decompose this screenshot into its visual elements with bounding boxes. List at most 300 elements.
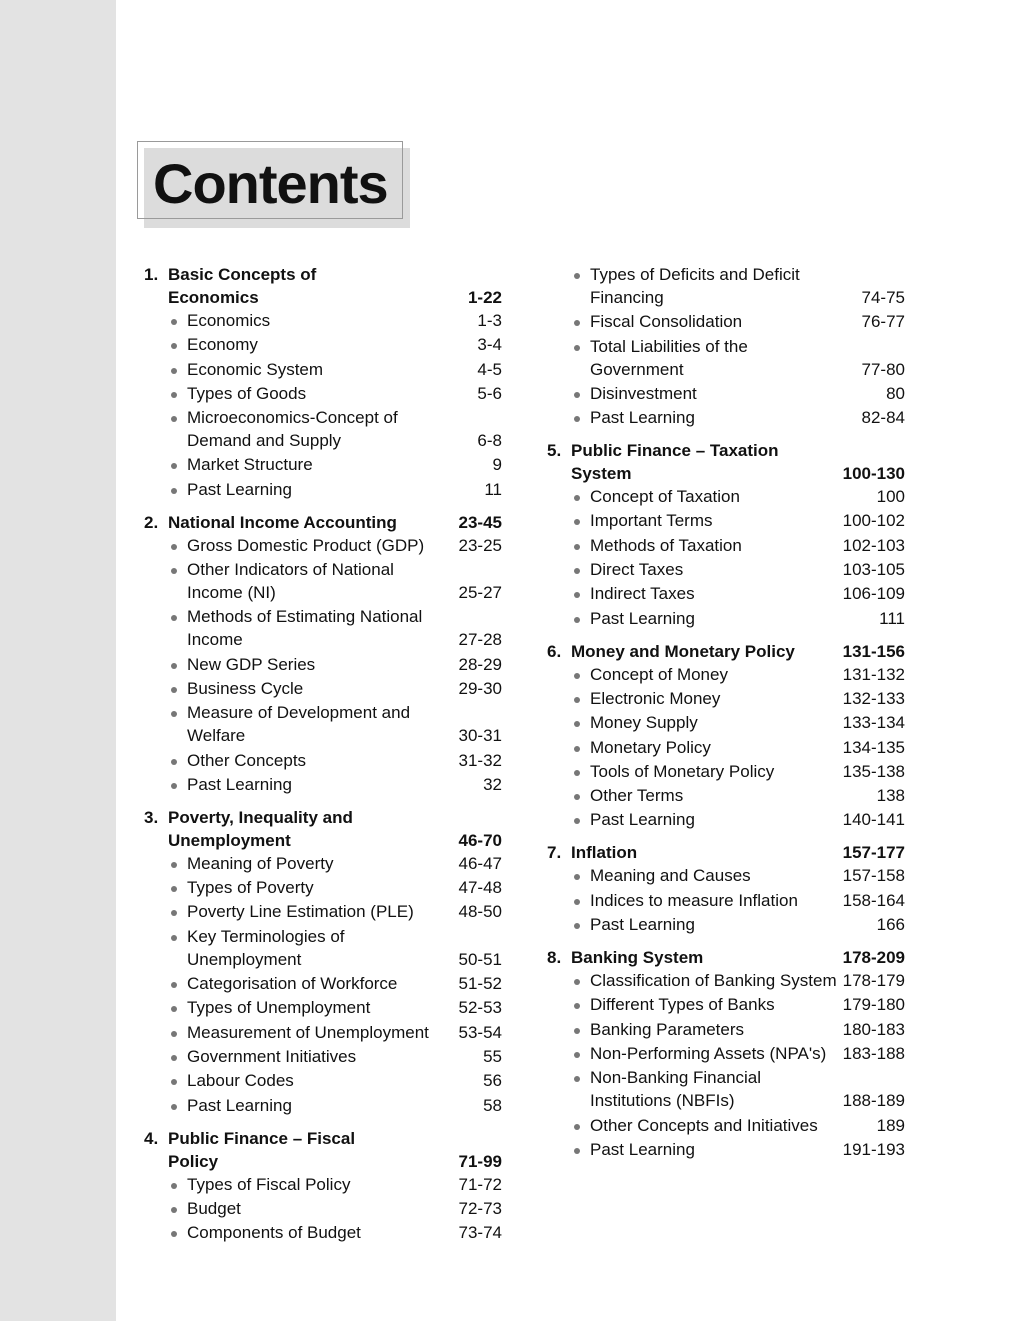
toc-entry[interactable]: [144, 653, 502, 676]
toc-entry-label-wrap: [168, 333, 258, 356]
toc-entry-label-wrap: [571, 1114, 818, 1137]
toc-entry-pages: 180-183: [842, 1019, 905, 1039]
toc-entry-label-wrap: [571, 406, 695, 429]
toc-entry-label-wrap: [168, 382, 306, 405]
toc-entry[interactable]: [547, 736, 905, 759]
toc-entry-pages: 134-135: [842, 737, 905, 757]
toc-entry-label: Key Terminologies of Unemployment: [187, 926, 345, 969]
page-margin: [0, 0, 116, 1321]
toc-entry-label-wrap: [168, 876, 314, 899]
toc-entry[interactable]: [547, 784, 905, 807]
toc-entry-label-wrap: [168, 558, 437, 604]
bullet-icon: [571, 889, 590, 912]
bullet-icon: [571, 711, 590, 734]
toc-entry[interactable]: [144, 1069, 502, 1092]
toc-entry-label-wrap: [571, 913, 695, 936]
toc-entry-label: Labour Codes: [187, 1071, 294, 1091]
toc-entry[interactable]: [144, 876, 502, 899]
toc-entry[interactable]: [547, 711, 905, 734]
toc-entry-label: Business Cycle: [187, 678, 304, 698]
chapter-number: 3.: [144, 807, 159, 827]
toc-entry-label-wrap: [571, 485, 740, 508]
toc-entry-label: Total Liabilities of the Government: [590, 336, 748, 379]
toc-entry-pages: 56: [483, 1071, 502, 1091]
toc-entry-label: Non-Performing Assets (NPA's): [590, 1043, 827, 1063]
toc-entry[interactable]: [547, 310, 905, 333]
bullet-icon: [168, 478, 187, 501]
toc-entry-label-wrap: [168, 1197, 241, 1220]
toc-entry-label-wrap: [168, 1173, 350, 1196]
toc-entry-pages: 3-4: [477, 335, 502, 355]
bullet-icon: [168, 925, 187, 971]
bullet-icon: [168, 1197, 187, 1220]
bullet-icon: [168, 309, 187, 332]
chapter-pages: 157-177: [842, 843, 905, 863]
chapter-number: 8.: [547, 948, 562, 968]
toc-entry[interactable]: [144, 453, 502, 476]
chapter-pages: 23-45: [458, 512, 502, 532]
toc-entry-label-wrap: [168, 309, 270, 332]
bullet-icon: [168, 1045, 187, 1068]
toc-entry-pages: 52-53: [458, 998, 502, 1018]
toc-entry-label-wrap: [571, 687, 720, 710]
bullet-icon: [571, 913, 590, 936]
bullet-icon: [168, 605, 187, 651]
toc-entry-label: Budget: [187, 1198, 241, 1218]
bullet-icon: [168, 1094, 187, 1117]
toc-entry-pages: 140-141: [842, 810, 905, 830]
toc-entry-pages: 166: [876, 915, 905, 935]
toc-entry-pages: 103-105: [842, 560, 905, 580]
toc-entry[interactable]: [144, 996, 502, 1019]
chapter-heading[interactable]: [144, 263, 502, 309]
toc-entry-label-wrap: [571, 335, 840, 381]
toc-entry[interactable]: [144, 382, 502, 405]
chapter-pages: 100-130: [842, 464, 905, 484]
bullet-icon: [571, 864, 590, 887]
toc-entry[interactable]: [547, 485, 905, 508]
bullet-icon: [571, 687, 590, 710]
toc-entry[interactable]: [144, 1094, 502, 1117]
toc-entry-pages: 32: [483, 774, 502, 794]
toc-entry-label-wrap: [168, 1221, 361, 1244]
toc-entry-label: Direct Taxes: [590, 560, 684, 580]
bullet-icon: [168, 534, 187, 557]
toc-entry[interactable]: [547, 760, 905, 783]
toc-entry-pages: 106-109: [842, 584, 905, 604]
bullet-icon: [571, 1042, 590, 1065]
toc-entry-label: Past Learning: [590, 408, 695, 428]
toc-entry-label: Other Concepts and Initiatives: [590, 1115, 818, 1135]
chapter-title: National Income Accounting: [168, 512, 397, 532]
toc-entry[interactable]: [144, 406, 502, 452]
toc-entry[interactable]: [144, 1221, 502, 1244]
toc-entry[interactable]: [547, 406, 905, 429]
toc-entry[interactable]: [144, 558, 502, 604]
toc-entry-label: Past Learning: [590, 608, 695, 628]
toc-entry-label: Types of Goods: [187, 383, 307, 403]
toc-entry[interactable]: [547, 913, 905, 936]
toc-entry-label: Poverty Line Estimation (PLE): [187, 902, 414, 922]
toc-entry-label: Tools of Monetary Policy: [590, 761, 775, 781]
toc-entry-label: Non-Banking Financial Institutions (NBFIs): [590, 1068, 762, 1111]
bullet-icon: [571, 1138, 590, 1161]
chapter-heading-label: [547, 439, 806, 485]
toc-entry-label: Components of Budget: [187, 1223, 361, 1243]
toc-entry-label: Types of Fiscal Policy: [187, 1174, 351, 1194]
toc-entry[interactable]: [144, 1197, 502, 1220]
toc-chapter: [144, 806, 502, 1117]
toc-entry-label-wrap: [168, 749, 306, 772]
toc-entry-label: Economy: [187, 335, 258, 355]
toc-entry-label-wrap: [168, 653, 315, 676]
bullet-icon: [168, 972, 187, 995]
bullet-icon: [571, 993, 590, 1016]
toc-entry[interactable]: [144, 701, 502, 747]
page-title: Contents: [153, 152, 388, 215]
toc-entry-label-wrap: [571, 993, 775, 1016]
toc-entry[interactable]: [547, 864, 905, 887]
toc-entry-label: Past Learning: [187, 774, 292, 794]
toc-entry-pages: 135-138: [842, 761, 905, 781]
toc-column-left: [144, 263, 502, 1254]
toc-entry-label-wrap: [168, 453, 313, 476]
toc-entry-label-wrap: [168, 900, 414, 923]
toc-entry[interactable]: [547, 1066, 905, 1112]
bullet-icon: [168, 653, 187, 676]
toc-entry-label: Categorisation of Workforce: [187, 974, 398, 994]
toc-entry-pages: 11: [484, 479, 502, 499]
bullet-icon: [168, 333, 187, 356]
toc-entry-label-wrap: [571, 808, 695, 831]
toc-entry-label: Important Terms: [590, 511, 713, 531]
chapter-number: 1.: [144, 265, 159, 284]
toc-entry[interactable]: [144, 478, 502, 501]
toc-entry-label: Past Learning: [187, 1095, 292, 1115]
bullet-icon: [168, 358, 187, 381]
toc-entry-label-wrap: [168, 406, 437, 452]
toc-entry-label: Past Learning: [187, 479, 292, 499]
toc-entry-label-wrap: [168, 478, 292, 501]
bullet-icon: [571, 607, 590, 630]
toc-entry[interactable]: [144, 852, 502, 875]
toc-entry-label-wrap: [168, 773, 292, 796]
toc-entry[interactable]: [547, 663, 905, 686]
toc-entry[interactable]: [547, 1018, 905, 1041]
bullet-icon: [168, 1069, 187, 1092]
toc-chapter: [547, 640, 905, 832]
chapter-heading[interactable]: [547, 640, 905, 663]
chapter-pages: 1-22: [467, 288, 502, 307]
toc-entry-label-wrap: [168, 1069, 294, 1092]
toc-entry-label-wrap: [571, 736, 711, 759]
chapter-pages: 46-70: [458, 830, 502, 850]
bullet-icon: [168, 749, 187, 772]
toc-entry-label-wrap: [168, 925, 437, 971]
toc-entry[interactable]: [547, 969, 905, 992]
toc-entry-label: Indirect Taxes: [590, 584, 695, 604]
toc-entry-pages: 51-52: [458, 974, 502, 994]
toc-entry[interactable]: [144, 1045, 502, 1068]
toc-entry[interactable]: [547, 558, 905, 581]
toc-entry[interactable]: [144, 773, 502, 796]
toc-entry-pages: 189: [876, 1115, 905, 1135]
toc-entry-label: Classification of Banking System: [590, 971, 837, 991]
toc-entry-label: Economic System: [187, 359, 324, 379]
chapter-title: Poverty, Inequality and Unemployment: [168, 807, 353, 850]
toc-entry-pages: 71-72: [458, 1174, 502, 1194]
chapter-heading[interactable]: [547, 439, 905, 485]
toc-entry-label-wrap: [571, 760, 774, 783]
toc-entry-label-wrap: [571, 534, 742, 557]
toc-entry-label-wrap: [168, 1021, 429, 1044]
toc-entry[interactable]: [144, 925, 502, 971]
toc-entry-label-wrap: [168, 852, 333, 875]
bullet-icon: [168, 773, 187, 796]
toc-entry-label: Market Structure: [187, 455, 313, 475]
toc-entry-label-wrap: [571, 969, 837, 992]
toc-entry-label-wrap: [571, 711, 698, 734]
toc-entry-label-wrap: [571, 1138, 695, 1161]
toc-entry[interactable]: [547, 607, 905, 630]
toc-entry[interactable]: [144, 309, 502, 332]
toc-entry-label-wrap: [168, 677, 303, 700]
chapter-number: 4.: [144, 1128, 159, 1148]
chapter-heading-label: [144, 263, 403, 309]
toc-entry-label: Money Supply: [590, 713, 698, 733]
toc-entry-label-wrap: [571, 607, 695, 630]
toc-chapter-continuation: [547, 263, 905, 429]
toc-entry-pages: 50-51: [458, 949, 502, 969]
toc-entry-label-wrap: [571, 263, 840, 309]
chapter-number: 6.: [547, 641, 562, 661]
bullet-icon: [571, 736, 590, 759]
toc-chapter: [547, 439, 905, 629]
toc-entry[interactable]: [547, 1138, 905, 1161]
toc-entry-label: Gross Domestic Product (GDP): [187, 535, 425, 555]
toc-entry-label: Methods of Estimating National Income: [187, 607, 423, 650]
toc-entry-pages: 73-74: [458, 1223, 502, 1243]
bullet-icon: [168, 453, 187, 476]
toc-entry-label-wrap: [571, 1018, 744, 1041]
toc-entry[interactable]: [144, 605, 502, 651]
chapter-pages: 178-209: [842, 948, 905, 968]
toc-entry-pages: 102-103: [842, 535, 905, 555]
toc-entry-label: Past Learning: [590, 810, 695, 830]
toc-entry-pages: 138: [876, 786, 905, 806]
toc-entry[interactable]: [144, 358, 502, 381]
chapter-heading-label: [547, 640, 795, 663]
toc-entry-label: Concept of Money: [590, 664, 728, 684]
toc-entry-pages: 58: [483, 1095, 502, 1115]
toc-entry-label: Meaning of Poverty: [187, 853, 334, 873]
toc-entry[interactable]: [547, 335, 905, 381]
toc-entry-label-wrap: [571, 558, 683, 581]
bullet-icon: [571, 509, 590, 532]
toc-entry-pages: 178-179: [842, 971, 905, 991]
bullet-icon: [168, 382, 187, 405]
toc-entry-pages: 179-180: [842, 995, 905, 1015]
toc-entry[interactable]: [547, 808, 905, 831]
toc-entry[interactable]: [547, 889, 905, 912]
toc-entry-label: Different Types of Banks: [590, 995, 775, 1015]
bullet-icon: [571, 784, 590, 807]
toc-entry-label-wrap: [571, 382, 697, 405]
chapter-heading-label: [144, 806, 403, 852]
chapter-pages: 131-156: [842, 641, 905, 661]
toc-entry-pages: 74-75: [861, 288, 905, 307]
bullet-icon: [571, 263, 590, 309]
toc-column-right: [547, 263, 905, 1171]
toc-entry-pages: 47-48: [458, 878, 502, 898]
toc-entry-label-wrap: [571, 784, 683, 807]
toc-entry[interactable]: [547, 509, 905, 532]
toc-entry-label: Types of Poverty: [187, 878, 314, 898]
bullet-icon: [571, 382, 590, 405]
bullet-icon: [168, 1173, 187, 1196]
bullet-icon: [571, 1066, 590, 1112]
toc-entry-label: Microeconomics-Concept of Demand and Supply: [187, 408, 398, 451]
bullet-icon: [571, 485, 590, 508]
toc-entry[interactable]: [144, 677, 502, 700]
toc-entry-label: Past Learning: [590, 915, 695, 935]
toc-entry[interactable]: [547, 993, 905, 1016]
bullet-icon: [571, 335, 590, 381]
toc-entry-pages: 191-193: [842, 1139, 905, 1159]
chapter-heading-label: [547, 841, 637, 864]
chapter-heading[interactable]: [547, 841, 905, 864]
chapter-heading[interactable]: [144, 806, 502, 852]
bullet-icon: [571, 406, 590, 429]
bullet-icon: [571, 582, 590, 605]
toc-entry-pages: 76-77: [861, 312, 905, 332]
toc-chapter: [547, 946, 905, 1161]
bullet-icon: [571, 760, 590, 783]
bullet-icon: [168, 701, 187, 747]
chapter-heading-label: [144, 1127, 403, 1173]
toc-entry[interactable]: [547, 582, 905, 605]
toc-entry-pages: 48-50: [458, 902, 502, 922]
chapter-title: Public Finance – Fiscal Policy: [168, 1128, 356, 1171]
toc-entry[interactable]: [547, 1114, 905, 1137]
toc-entry-label-wrap: [571, 864, 751, 887]
toc-entry-pages: 111: [879, 608, 905, 628]
toc-entry[interactable]: [144, 749, 502, 772]
toc-entry-label: Types of Deficits and Deficit Financing: [590, 265, 800, 307]
toc-entry-pages: 28-29: [458, 654, 502, 674]
toc-entry[interactable]: [144, 900, 502, 923]
bullet-icon: [571, 663, 590, 686]
toc-entry-label-wrap: [571, 1042, 826, 1065]
bullet-icon: [168, 1221, 187, 1244]
toc-entry[interactable]: [547, 1042, 905, 1065]
toc-entry-label-wrap: [571, 1066, 840, 1112]
chapter-pages: 71-99: [458, 1151, 502, 1171]
toc-entry-pages: 46-47: [458, 853, 502, 873]
toc-entry-pages: 72-73: [458, 1198, 502, 1218]
toc-chapter: [144, 263, 502, 501]
toc-entry-label: Meaning and Causes: [590, 866, 751, 886]
toc-entry-pages: 1-3: [477, 311, 502, 330]
toc-entry[interactable]: [144, 1173, 502, 1196]
chapter-heading-label: [144, 511, 397, 534]
toc-chapter: [144, 511, 502, 796]
chapter-title: Inflation: [571, 843, 638, 863]
toc-entry-label: Other Indicators of National Income (NI): [187, 560, 394, 603]
toc-entry-label-wrap: [571, 509, 713, 532]
toc-entry-label-wrap: [168, 972, 397, 995]
chapter-title: Banking System: [571, 948, 704, 968]
bullet-icon: [168, 406, 187, 452]
toc-entry-label-wrap: [571, 663, 728, 686]
toc-entry-pages: 157-158: [842, 866, 905, 886]
toc-entry-label-wrap: [168, 358, 323, 381]
toc-entry[interactable]: [547, 687, 905, 710]
toc-entry-label: Disinvestment: [590, 383, 697, 403]
chapter-title: Public Finance – Taxation System: [571, 441, 779, 484]
toc-entry-pages: 53-54: [458, 1022, 502, 1042]
bullet-icon: [571, 534, 590, 557]
toc-entry-label: Other Terms: [590, 786, 684, 806]
bullet-icon: [168, 852, 187, 875]
toc-entry-label: Concept of Taxation: [590, 487, 740, 507]
toc-entry-label-wrap: [571, 310, 742, 333]
bullet-icon: [168, 558, 187, 604]
toc-entry-label-wrap: [168, 996, 370, 1019]
toc-entry-label: Government Initiatives: [187, 1046, 357, 1066]
toc-entry[interactable]: [547, 382, 905, 405]
toc-entry[interactable]: [144, 1021, 502, 1044]
chapter-number: 5.: [547, 441, 562, 461]
toc-entry-label: Measure of Development and Welfare: [187, 703, 411, 746]
toc-entry-label: Banking Parameters: [590, 1019, 745, 1039]
chapter-title: Basic Concepts of Economics: [168, 265, 317, 307]
bullet-icon: [571, 1018, 590, 1041]
toc-entry[interactable]: [144, 534, 502, 557]
bullet-icon: [168, 900, 187, 923]
toc-entry-pages: 82-84: [861, 408, 905, 428]
chapter-heading[interactable]: [144, 1127, 502, 1173]
toc-entry-label: New GDP Series: [187, 654, 316, 674]
toc-entry[interactable]: [547, 263, 905, 309]
chapter-heading[interactable]: [547, 946, 905, 969]
bullet-icon: [571, 969, 590, 992]
toc-chapter: [547, 841, 905, 936]
toc-entry-label-wrap: [168, 701, 437, 747]
toc-entry[interactable]: [144, 972, 502, 995]
toc-entry-pages: 133-134: [842, 713, 905, 733]
toc-entry-label: Past Learning: [590, 1139, 695, 1159]
toc-entry-label-wrap: [571, 889, 798, 912]
toc-entry-pages: 100-102: [842, 511, 905, 531]
bullet-icon: [571, 558, 590, 581]
toc-entry-pages: 30-31: [458, 726, 502, 746]
toc-entry-label: Economics: [187, 311, 271, 330]
toc-entry-pages: 27-28: [458, 630, 502, 650]
toc-entry[interactable]: [547, 534, 905, 557]
bullet-icon: [571, 808, 590, 831]
toc-entry-label: Monetary Policy: [590, 737, 711, 757]
toc-entry-pages: 77-80: [861, 359, 905, 379]
toc-entry[interactable]: [144, 333, 502, 356]
chapter-heading[interactable]: [144, 511, 502, 534]
toc-entry-pages: 183-188: [842, 1043, 905, 1063]
chapter-number: 7.: [547, 843, 562, 863]
bullet-icon: [168, 876, 187, 899]
toc-entry-label: Methods of Taxation: [590, 535, 742, 555]
toc-entry-label-wrap: [168, 605, 437, 651]
toc-entry-label-wrap: [168, 534, 424, 557]
